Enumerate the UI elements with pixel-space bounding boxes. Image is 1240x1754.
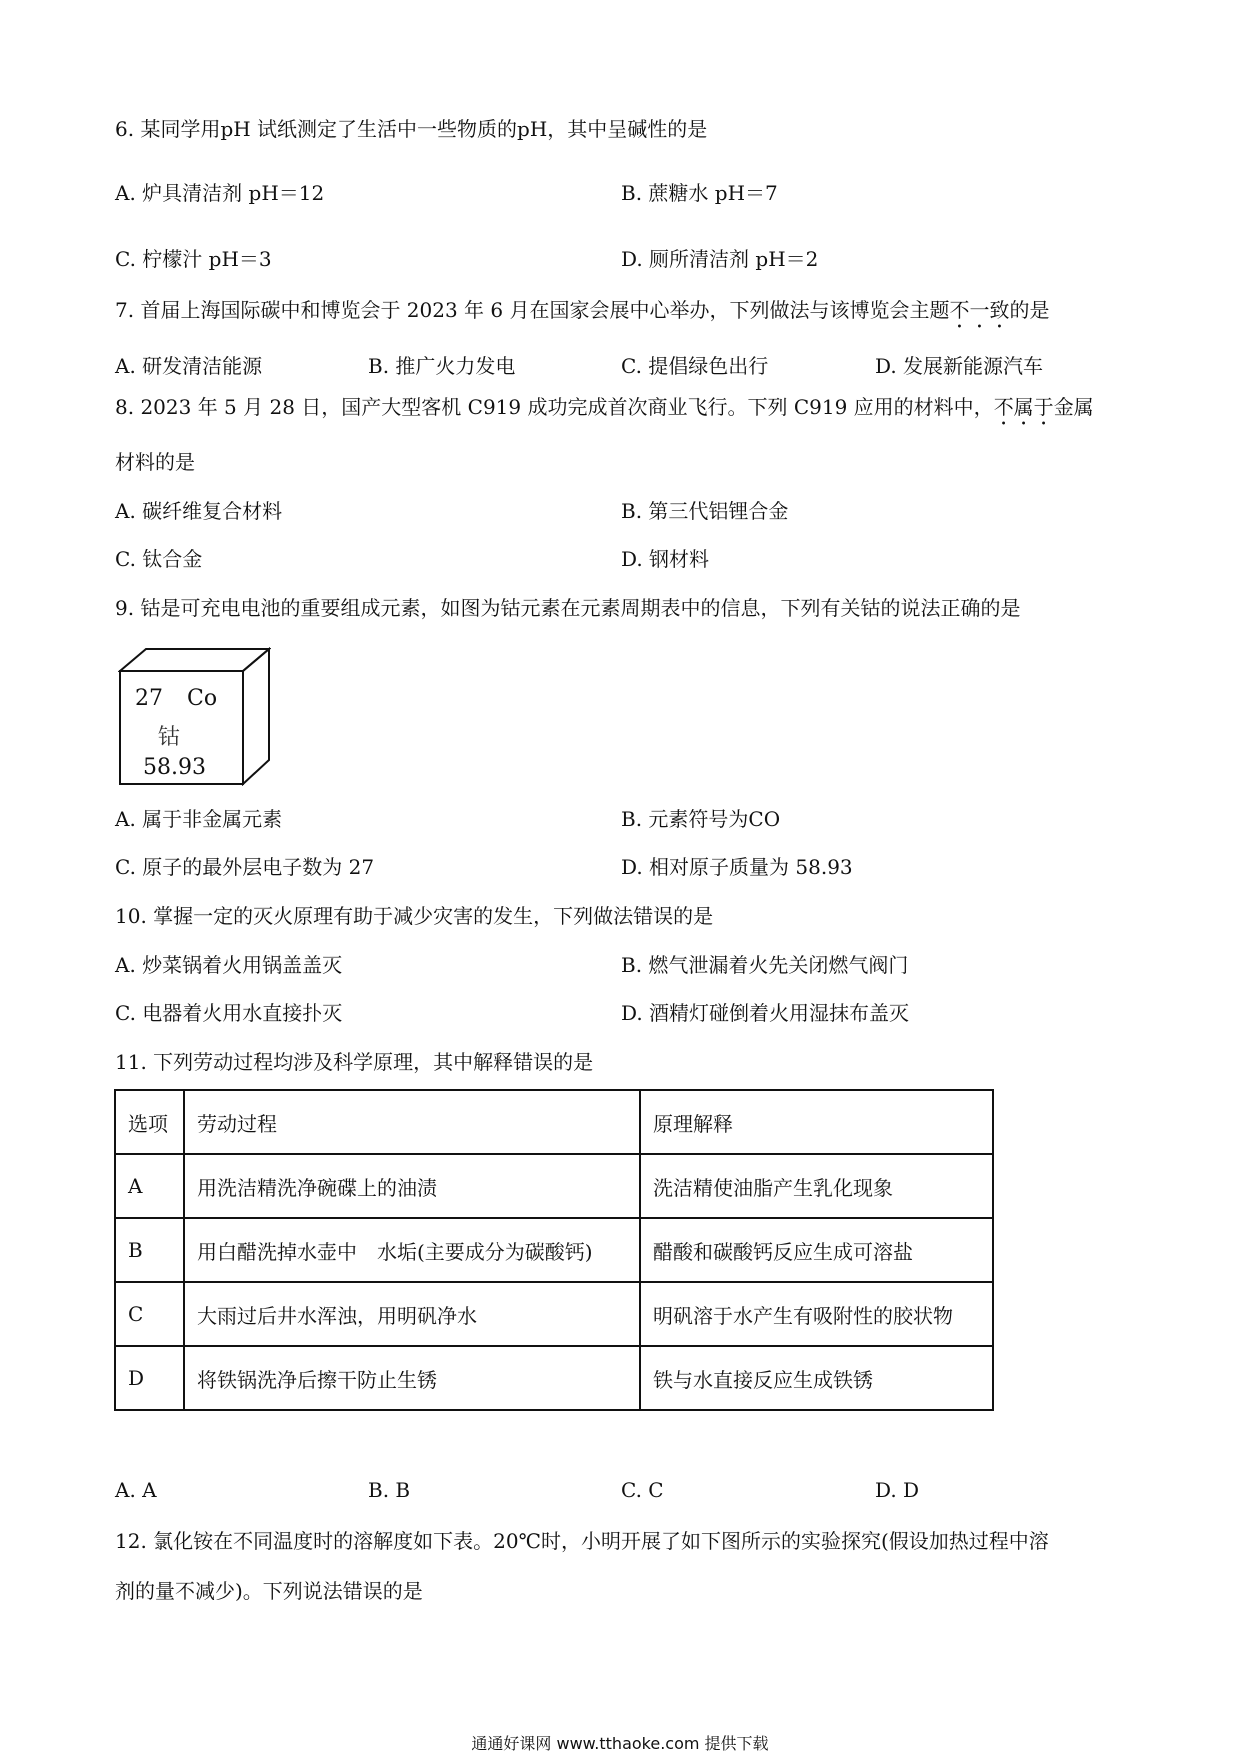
element-name: 钴	[158, 725, 181, 750]
q6-option-d: D. 厕所清洁剂 pH＝2	[621, 247, 819, 271]
q8-stem-line2: 材料的是	[115, 450, 195, 474]
q8-option-a: A. 碳纤维复合材料	[115, 499, 283, 523]
q8-option-b: B. 第三代铝锂合金	[621, 499, 789, 523]
q7-stem-end: 的是	[1009, 298, 1050, 322]
q8-option-d: D. 钢材料	[621, 547, 710, 571]
table-header-cell: 劳动过程	[184, 1090, 640, 1154]
table-cell: 将铁锅洗净后擦干防止生锈	[184, 1346, 640, 1410]
table-cell: 大雨过后井水浑浊，用明矾净水	[184, 1282, 640, 1346]
q12-stem-line2: 剂的量不减少)。下列说法错误的是	[115, 1579, 423, 1603]
footer-watermark: 通通好课网 www.tthaoke.com 提供下载	[471, 1734, 769, 1753]
q11-option-c: C. C	[621, 1478, 664, 1502]
q6-option-c: C. 柠檬汁 pH＝3	[115, 247, 272, 271]
q10-option-c: C. 电器着火用水直接扑灭	[115, 1001, 343, 1025]
q11-option-a: A. A	[115, 1478, 157, 1502]
q11-option-b: B. B	[368, 1478, 411, 1502]
table-header-cell: 原理解释	[640, 1090, 993, 1154]
table-cell: 铁与水直接反应生成铁锈	[640, 1346, 993, 1410]
table-cell: 用白醋洗掉水壶中 水垢(主要成分为碳酸钙)	[184, 1218, 640, 1282]
table-cell: 用洗洁精洗净碗碟上的油渍	[184, 1154, 640, 1218]
table-row	[115, 1346, 993, 1410]
q6-option-b: B. 蔗糖水 pH＝7	[621, 181, 778, 205]
element-symbol: Co	[187, 686, 218, 711]
q10-stem: 10. 掌握一定的灭火原理有助于减少灾害的发生，下列做法错误的是	[115, 904, 714, 928]
q9-option-b: B. 元素符号为CO	[621, 807, 781, 831]
q9-stem: 9. 钴是可充电电池的重要组成元素，如图为钴元素在元素周期表中的信息，下列有关钴的说法正确的是	[115, 596, 1021, 620]
q7-option-c: C. 提倡绿色出行	[621, 354, 769, 378]
q11-option-d: D. D	[875, 1478, 920, 1502]
table-cell: 醋酸和碳酸钙反应生成可溶盐	[640, 1218, 993, 1282]
q8-option-c: C. 钛合金	[115, 547, 203, 571]
q7-option-d: D. 发展新能源汽车	[875, 354, 1044, 378]
table-cell: 洗洁精使油脂产生乳化现象	[640, 1154, 993, 1218]
q7-option-b: B. 推广火力发电	[368, 354, 516, 378]
q8-stem-end: 金属	[1053, 395, 1094, 419]
q10-option-b: B. 燃气泄漏着火先关闭燃气阀门	[621, 953, 909, 977]
q6-stem: 6. 某同学用pH 试纸测定了生活中一些物质的pH，其中呈碱性的是	[115, 117, 708, 141]
table-header-cell: 选项	[115, 1090, 184, 1154]
q10-option-a: A. 炒菜锅着火用锅盖盖灭	[115, 953, 343, 977]
table-row	[115, 1218, 993, 1282]
table-cell: A	[115, 1154, 184, 1218]
q8-stem-text: 8. 2023 年 5 月 28 日，国产大型客机 C919 成功完成首次商业飞行。下列 C919 应用的材料中，	[115, 395, 994, 419]
q9-option-d: D. 相对原子质量为 58.93	[621, 855, 853, 879]
table-cell: B	[115, 1218, 184, 1282]
q8-stem	[115, 394, 1094, 430]
table-cell: D	[115, 1346, 184, 1410]
table-row	[115, 1282, 993, 1346]
q9-option-c: C. 原子的最外层电子数为 27	[115, 855, 375, 879]
element-atomic-mass: 58.93	[143, 755, 206, 780]
q12-stem-line1: 12. 氯化铵在不同温度时的溶解度如下表。20℃时，小明开展了如下图所示的实验探究(假设加热过程中溶	[115, 1529, 1049, 1553]
q10-option-d: D. 酒精灯碰倒着火用湿抹布盖灭	[621, 1001, 910, 1025]
q7-stem-emphasis: 不一致	[949, 298, 1010, 322]
table-header-row	[115, 1090, 993, 1154]
q7-stem	[115, 297, 1050, 333]
q7-stem-text: 7. 首届上海国际碳中和博览会于 2023 年 6 月在国家会展中心举办，下列做法与该博览会主题	[115, 298, 950, 322]
q7-option-a: A. 研发清洁能源	[115, 354, 263, 378]
table-cell: 明矾溶于水产生有吸附性的胶状物	[640, 1282, 993, 1346]
element-atomic-number: 27	[135, 686, 163, 711]
q11-table	[114, 1089, 994, 1411]
q11-stem: 11. 下列劳动过程均涉及科学原理，其中解释错误的是	[115, 1050, 594, 1074]
q8-stem-emphasis: 不属于	[993, 395, 1054, 419]
table-cell: C	[115, 1282, 184, 1346]
q9-option-a: A. 属于非金属元素	[115, 807, 283, 831]
table-row	[115, 1154, 993, 1218]
q6-option-a: A. 炉具清洁剂 pH＝12	[115, 181, 325, 205]
